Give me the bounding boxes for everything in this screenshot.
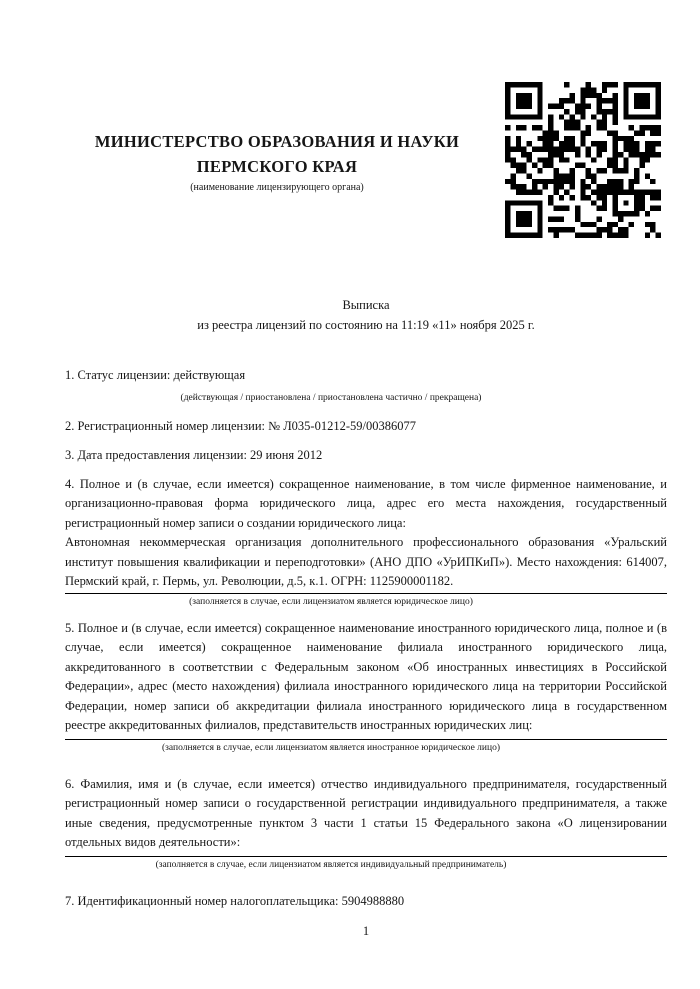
license-status-note: (действующая / приостановлена / приостановлена частично / прекращена) xyxy=(180,392,482,403)
fill-in-line-foreign-entity xyxy=(65,739,667,740)
foreign-entity-note: (заполняется в случае, если лицензиатом является иностранное юридическое лицо) xyxy=(162,742,500,753)
ministry-name-line2: ПЕРМСКОГО КРАЯ xyxy=(196,157,358,176)
item-6-entrepreneur-question: 6. Фамилия, имя и (в случае, если имеется) отчество индивидуального предпринимателя, государственный регистрационный номер записи о государственной регистрации индивидуального предпринимателя, а также иные сведения, предусмотренные пунктом 3 части 1 статьи 15 Федерального закона «О лицензировании отдельных видов деятельности»: xyxy=(65,776,667,849)
item-1-license-status: 1. Статус лицензии: действующая xyxy=(65,368,246,382)
item-5-foreign-entity-question: 5. Полное и (в случае, если имеется) сокращенное наименование иностранного юридического лица, полное и (в случае, если имеется) сокращенное наименование филиала иностранного юридического лица, аккредитованного в соответствии с Федеральным законом «Об иностранных инвестициях в Российской Федерации», адрес (место нахождения) филиала иностранного юридического лица на территории Российской Федерации, номер записи об аккредитации филиала иностранного юридического лица в государственном реестре аккредитованных филиалов, представительств иностранных юридических лиц: xyxy=(65,620,667,732)
page-number: 1 xyxy=(362,924,370,938)
fill-in-line-legal-entity xyxy=(65,593,667,594)
document-title-line1: Выписка xyxy=(342,298,390,312)
legal-entity-note: (заполняется в случае, если лицензиатом является юридическое лицо) xyxy=(189,596,473,607)
licensing-authority-block xyxy=(65,129,489,194)
document-title xyxy=(65,296,667,335)
item-4-legal-entity-question: 4. Полное и (в случае, если имеется) сокращенное наименование, в том числе фирменное наименование, и организационно-правовая форма юридического лица, адрес его места нахождения, государственный регистрационный номер записи о создании юридического лица: xyxy=(65,476,667,530)
item-3-grant-date: 3. Дата предоставления лицензии: 29 июня 2012 xyxy=(65,448,323,462)
qr-code-icon xyxy=(505,82,661,238)
document-body xyxy=(65,366,667,911)
ministry-name-line1: МИНИСТЕРСТВО ОБРАЗОВАНИЯ И НАУКИ xyxy=(94,132,460,151)
document-title-line2: из реестра лицензий по состоянию на 11:19 «11» ноября 2025 г. xyxy=(197,317,535,332)
fill-in-line-entrepreneur xyxy=(65,856,667,857)
licensing-authority-caption: (наименование лицензирующего органа) xyxy=(190,182,364,193)
entrepreneur-note: (заполняется в случае, если лицензиатом является индивидуальный предприниматель) xyxy=(155,859,507,870)
item-4-legal-entity-answer: Автономная некоммерческая организация дополнительного профессионального образования «Уральский институт повышения квалификации и переподготовки» (АНО ДПО «УрИПКиП»). Место нахождения: 614007, Пермский край, г. Пермь, ул. Революции, д.5, к.1. ОГРН: 1125900001182. xyxy=(65,535,667,588)
item-7-taxpayer-number: 7. Идентификационный номер налогоплательщика: 5904988880 xyxy=(65,893,405,908)
item-2-registration-number: 2. Регистрационный номер лицензии: № Л035-01212-59/00386077 xyxy=(65,418,416,433)
